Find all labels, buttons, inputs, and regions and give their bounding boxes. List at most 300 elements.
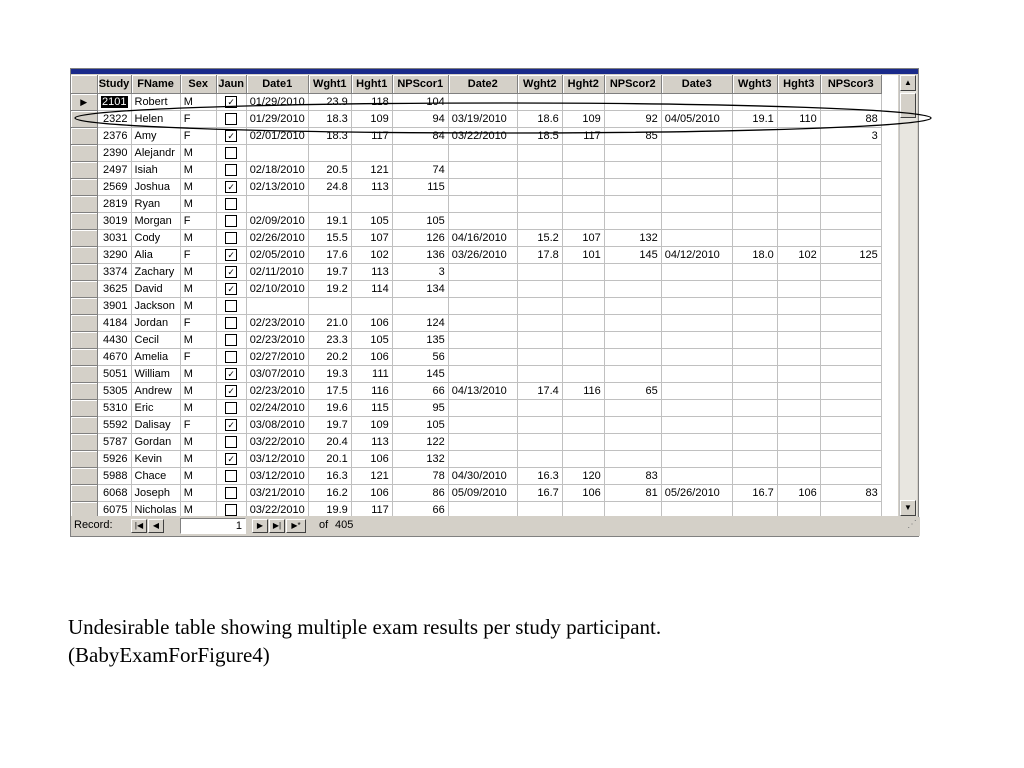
cell-hght3[interactable]: 102 xyxy=(777,247,820,264)
cell-hght1[interactable]: 113 xyxy=(351,179,392,196)
column-header-sex[interactable]: Sex xyxy=(180,75,216,94)
cell-date2[interactable]: 04/13/2010 xyxy=(448,383,517,400)
cell-hght1[interactable]: 102 xyxy=(351,247,392,264)
cell-npscor2[interactable]: 83 xyxy=(604,468,661,485)
cell-wght2[interactable] xyxy=(517,281,562,298)
cell-hght1[interactable]: 113 xyxy=(351,434,392,451)
cell-date1[interactable]: 03/22/2010 xyxy=(246,502,308,517)
cell-hght2[interactable] xyxy=(562,332,604,349)
unchecked-checkbox[interactable] xyxy=(225,215,237,227)
cell-npscor2[interactable]: 85 xyxy=(604,128,661,145)
cell-npscor2[interactable] xyxy=(604,196,661,213)
cell-wght3[interactable] xyxy=(732,230,777,247)
cell-date3[interactable] xyxy=(661,451,732,468)
cell-wght3[interactable]: 19.1 xyxy=(732,111,777,128)
cell-wght3[interactable] xyxy=(732,213,777,230)
cell-hght1[interactable] xyxy=(351,298,392,315)
cell-hght1[interactable]: 106 xyxy=(351,451,392,468)
cell-npscor2[interactable]: 92 xyxy=(604,111,661,128)
cell-hght3[interactable] xyxy=(777,400,820,417)
unchecked-checkbox[interactable] xyxy=(225,351,237,363)
cell-date1[interactable]: 02/05/2010 xyxy=(246,247,308,264)
cell-npscor3[interactable] xyxy=(820,502,881,517)
row-selector[interactable] xyxy=(71,349,97,366)
table-row[interactable] xyxy=(71,349,881,366)
cell-date2[interactable] xyxy=(448,417,517,434)
cell-study[interactable]: 2376 xyxy=(97,128,131,145)
cell-npscor1[interactable]: 105 xyxy=(392,213,448,230)
cell-date1[interactable]: 02/09/2010 xyxy=(246,213,308,230)
cell-date3[interactable] xyxy=(661,417,732,434)
table-row[interactable] xyxy=(71,162,881,179)
cell-npscor2[interactable] xyxy=(604,400,661,417)
table-row[interactable] xyxy=(71,145,881,162)
cell-npscor2[interactable] xyxy=(604,349,661,366)
cell-hght1[interactable]: 121 xyxy=(351,468,392,485)
checked-checkbox[interactable]: ✓ xyxy=(225,181,237,193)
checked-checkbox[interactable]: ✓ xyxy=(225,453,237,465)
cell-npscor2[interactable] xyxy=(604,179,661,196)
cell-wght1[interactable]: 18.3 xyxy=(308,128,351,145)
cell-hght2[interactable] xyxy=(562,145,604,162)
cell-hght3[interactable] xyxy=(777,468,820,485)
checked-checkbox[interactable]: ✓ xyxy=(225,283,237,295)
cell-npscor2[interactable] xyxy=(604,366,661,383)
cell-date2[interactable] xyxy=(448,434,517,451)
cell-wght2[interactable] xyxy=(517,434,562,451)
cell-study[interactable]: 3374 xyxy=(97,264,131,281)
cell-sex[interactable]: M xyxy=(180,383,216,400)
vertical-scrollbar[interactable] xyxy=(899,75,917,516)
cell-wght2[interactable] xyxy=(517,417,562,434)
corner-header[interactable] xyxy=(71,75,97,94)
cell-hght3[interactable] xyxy=(777,264,820,281)
cell-jaun[interactable] xyxy=(216,349,246,366)
cell-npscor1[interactable]: 134 xyxy=(392,281,448,298)
cell-wght3[interactable]: 16.7 xyxy=(732,485,777,502)
unchecked-checkbox[interactable] xyxy=(225,402,237,414)
cell-npscor2[interactable] xyxy=(604,281,661,298)
cell-fname[interactable]: Gordan xyxy=(131,434,180,451)
cell-date1[interactable]: 03/12/2010 xyxy=(246,451,308,468)
cell-npscor1[interactable]: 122 xyxy=(392,434,448,451)
cell-wght1[interactable]: 24.8 xyxy=(308,179,351,196)
cell-npscor3[interactable]: 3 xyxy=(820,128,881,145)
cell-wght1[interactable]: 20.4 xyxy=(308,434,351,451)
cell-study[interactable]: 5051 xyxy=(97,366,131,383)
cell-jaun[interactable] xyxy=(216,332,246,349)
cell-wght2[interactable]: 17.4 xyxy=(517,383,562,400)
cell-hght3[interactable] xyxy=(777,145,820,162)
cell-wght2[interactable]: 18.6 xyxy=(517,111,562,128)
table-row[interactable] xyxy=(71,213,881,230)
cell-npscor1[interactable]: 3 xyxy=(392,264,448,281)
cell-npscor3[interactable] xyxy=(820,400,881,417)
row-selector[interactable] xyxy=(71,230,97,247)
column-header-date2[interactable]: Date2 xyxy=(448,75,517,94)
cell-npscor3[interactable] xyxy=(820,281,881,298)
table-row[interactable] xyxy=(71,315,881,332)
cell-jaun[interactable] xyxy=(216,485,246,502)
cell-hght2[interactable] xyxy=(562,502,604,517)
cell-jaun[interactable] xyxy=(216,264,246,281)
cell-date2[interactable] xyxy=(448,332,517,349)
row-selector[interactable] xyxy=(71,417,97,434)
cell-sex[interactable]: F xyxy=(180,128,216,145)
cell-fname[interactable]: Jordan xyxy=(131,315,180,332)
cell-date2[interactable] xyxy=(448,502,517,517)
cell-sex[interactable]: M xyxy=(180,366,216,383)
row-selector[interactable] xyxy=(71,332,97,349)
cell-npscor1[interactable]: 105 xyxy=(392,417,448,434)
cell-date1[interactable]: 02/13/2010 xyxy=(246,179,308,196)
cell-wght2[interactable] xyxy=(517,94,562,111)
cell-fname[interactable]: Chace xyxy=(131,468,180,485)
cell-wght1[interactable]: 19.9 xyxy=(308,502,351,517)
cell-npscor1[interactable]: 95 xyxy=(392,400,448,417)
cell-wght2[interactable] xyxy=(517,332,562,349)
previous-record-button[interactable]: ◀ xyxy=(148,519,164,533)
cell-hght1[interactable]: 118 xyxy=(351,94,392,111)
cell-date3[interactable] xyxy=(661,94,732,111)
cell-wght2[interactable] xyxy=(517,179,562,196)
checked-checkbox[interactable]: ✓ xyxy=(225,419,237,431)
cell-npscor1[interactable]: 126 xyxy=(392,230,448,247)
unchecked-checkbox[interactable] xyxy=(225,232,237,244)
cell-study[interactable]: 6068 xyxy=(97,485,131,502)
cell-hght3[interactable] xyxy=(777,162,820,179)
checked-checkbox[interactable]: ✓ xyxy=(225,96,237,108)
cell-hght1[interactable]: 116 xyxy=(351,383,392,400)
cell-hght3[interactable] xyxy=(777,196,820,213)
row-selector[interactable] xyxy=(71,400,97,417)
cell-sex[interactable]: F xyxy=(180,315,216,332)
cell-date2[interactable] xyxy=(448,264,517,281)
scroll-thumb[interactable] xyxy=(900,93,916,118)
cell-study[interactable]: 5926 xyxy=(97,451,131,468)
cell-wght3[interactable] xyxy=(732,281,777,298)
cell-hght2[interactable] xyxy=(562,298,604,315)
cell-fname[interactable]: Cecil xyxy=(131,332,180,349)
row-selector[interactable] xyxy=(71,366,97,383)
cell-hght2[interactable]: 109 xyxy=(562,111,604,128)
cell-npscor3[interactable]: 83 xyxy=(820,485,881,502)
cell-hght2[interactable] xyxy=(562,213,604,230)
cell-date2[interactable]: 03/22/2010 xyxy=(448,128,517,145)
cell-sex[interactable]: F xyxy=(180,213,216,230)
cell-date3[interactable] xyxy=(661,468,732,485)
next-record-button[interactable]: ▶ xyxy=(252,519,268,533)
cell-date3[interactable] xyxy=(661,162,732,179)
table-row[interactable] xyxy=(71,502,881,517)
row-selector[interactable] xyxy=(71,247,97,264)
unchecked-checkbox[interactable] xyxy=(225,164,237,176)
cell-date2[interactable]: 03/26/2010 xyxy=(448,247,517,264)
row-selector[interactable] xyxy=(71,502,97,517)
cell-npscor2[interactable] xyxy=(604,264,661,281)
row-selector[interactable] xyxy=(71,434,97,451)
cell-study[interactable]: 4184 xyxy=(97,315,131,332)
cell-wght1[interactable]: 16.3 xyxy=(308,468,351,485)
cell-hght2[interactable]: 107 xyxy=(562,230,604,247)
cell-hght3[interactable] xyxy=(777,349,820,366)
cell-jaun[interactable] xyxy=(216,281,246,298)
table-row[interactable] xyxy=(71,111,881,128)
cell-wght3[interactable] xyxy=(732,468,777,485)
cell-wght3[interactable] xyxy=(732,434,777,451)
cell-date3[interactable] xyxy=(661,145,732,162)
cell-date2[interactable] xyxy=(448,451,517,468)
cell-date2[interactable] xyxy=(448,400,517,417)
cell-study[interactable]: 3019 xyxy=(97,213,131,230)
cell-npscor3[interactable]: 88 xyxy=(820,111,881,128)
cell-hght1[interactable]: 106 xyxy=(351,315,392,332)
cell-npscor1[interactable]: 66 xyxy=(392,502,448,517)
row-selector[interactable] xyxy=(71,298,97,315)
cell-npscor3[interactable] xyxy=(820,366,881,383)
cell-hght2[interactable]: 120 xyxy=(562,468,604,485)
cell-hght1[interactable]: 106 xyxy=(351,485,392,502)
cell-jaun[interactable] xyxy=(216,502,246,517)
cell-sex[interactable]: M xyxy=(180,434,216,451)
cell-hght2[interactable]: 106 xyxy=(562,485,604,502)
row-selector[interactable] xyxy=(71,213,97,230)
cell-study[interactable]: 5787 xyxy=(97,434,131,451)
cell-npscor3[interactable] xyxy=(820,179,881,196)
cell-wght1[interactable]: 17.6 xyxy=(308,247,351,264)
cell-npscor2[interactable] xyxy=(604,213,661,230)
cell-hght3[interactable] xyxy=(777,366,820,383)
cell-fname[interactable]: Cody xyxy=(131,230,180,247)
cell-wght1[interactable]: 19.2 xyxy=(308,281,351,298)
table-row[interactable] xyxy=(71,400,881,417)
cell-sex[interactable]: M xyxy=(180,196,216,213)
unchecked-checkbox[interactable] xyxy=(225,487,237,499)
cell-wght3[interactable] xyxy=(732,179,777,196)
cell-hght1[interactable] xyxy=(351,196,392,213)
checked-checkbox[interactable]: ✓ xyxy=(225,385,237,397)
table-row[interactable] xyxy=(71,230,881,247)
cell-npscor1[interactable]: 104 xyxy=(392,94,448,111)
table-row[interactable] xyxy=(71,281,881,298)
cell-wght1[interactable]: 19.6 xyxy=(308,400,351,417)
cell-hght2[interactable] xyxy=(562,94,604,111)
cell-date2[interactable] xyxy=(448,162,517,179)
cell-date3[interactable] xyxy=(661,298,732,315)
cell-wght3[interactable] xyxy=(732,502,777,517)
table-row[interactable] xyxy=(71,485,881,502)
cell-hght3[interactable] xyxy=(777,332,820,349)
cell-wght1[interactable] xyxy=(308,298,351,315)
cell-study[interactable]: 2390 xyxy=(97,145,131,162)
cell-study[interactable]: 2569 xyxy=(97,179,131,196)
cell-fname[interactable]: Andrew xyxy=(131,383,180,400)
cell-hght3[interactable] xyxy=(777,128,820,145)
cell-wght2[interactable] xyxy=(517,366,562,383)
cell-hght3[interactable] xyxy=(777,179,820,196)
cell-wght2[interactable] xyxy=(517,349,562,366)
cell-wght3[interactable] xyxy=(732,366,777,383)
cell-fname[interactable]: Kevin xyxy=(131,451,180,468)
cell-date3[interactable] xyxy=(661,349,732,366)
current-record-indicator-icon[interactable]: ▶ xyxy=(71,94,97,111)
cell-wght2[interactable] xyxy=(517,502,562,517)
cell-wght1[interactable]: 20.5 xyxy=(308,162,351,179)
cell-date3[interactable] xyxy=(661,128,732,145)
row-selector[interactable] xyxy=(71,145,97,162)
unchecked-checkbox[interactable] xyxy=(225,470,237,482)
row-selector[interactable] xyxy=(71,315,97,332)
cell-npscor2[interactable] xyxy=(604,162,661,179)
cell-date2[interactable] xyxy=(448,213,517,230)
cell-date1[interactable] xyxy=(246,298,308,315)
cell-fname[interactable]: Nicholas xyxy=(131,502,180,517)
unchecked-checkbox[interactable] xyxy=(225,113,237,125)
cell-wght2[interactable]: 16.3 xyxy=(517,468,562,485)
cell-sex[interactable]: M xyxy=(180,400,216,417)
cell-hght3[interactable]: 106 xyxy=(777,485,820,502)
cell-jaun[interactable] xyxy=(216,196,246,213)
cell-study[interactable]: 3031 xyxy=(97,230,131,247)
cell-wght2[interactable] xyxy=(517,196,562,213)
cell-date3[interactable]: 04/12/2010 xyxy=(661,247,732,264)
table-row[interactable] xyxy=(71,434,881,451)
cell-study[interactable]: 2497 xyxy=(97,162,131,179)
row-selector[interactable] xyxy=(71,111,97,128)
cell-hght2[interactable]: 116 xyxy=(562,383,604,400)
table-row[interactable] xyxy=(71,94,881,111)
cell-wght1[interactable]: 20.2 xyxy=(308,349,351,366)
cell-date1[interactable]: 02/23/2010 xyxy=(246,332,308,349)
cell-date3[interactable] xyxy=(661,383,732,400)
unchecked-checkbox[interactable] xyxy=(225,198,237,210)
checked-checkbox[interactable]: ✓ xyxy=(225,266,237,278)
cell-hght2[interactable] xyxy=(562,264,604,281)
cell-date2[interactable] xyxy=(448,196,517,213)
cell-date2[interactable] xyxy=(448,281,517,298)
cell-npscor1[interactable] xyxy=(392,298,448,315)
cell-npscor3[interactable] xyxy=(820,383,881,400)
cell-npscor2[interactable] xyxy=(604,145,661,162)
table-row[interactable] xyxy=(71,383,881,400)
cell-fname[interactable]: Jackson xyxy=(131,298,180,315)
cell-study[interactable]: 2819 xyxy=(97,196,131,213)
cell-wght2[interactable]: 18.5 xyxy=(517,128,562,145)
cell-hght3[interactable] xyxy=(777,213,820,230)
cell-date3[interactable]: 04/05/2010 xyxy=(661,111,732,128)
column-header-wght1[interactable]: Wght1 xyxy=(308,75,351,94)
cell-hght1[interactable]: 117 xyxy=(351,502,392,517)
table-row[interactable] xyxy=(71,128,881,145)
cell-jaun[interactable] xyxy=(216,315,246,332)
cell-date3[interactable]: 05/26/2010 xyxy=(661,485,732,502)
cell-wght2[interactable] xyxy=(517,162,562,179)
column-header-fname[interactable]: FName xyxy=(131,75,180,94)
cell-hght1[interactable]: 109 xyxy=(351,111,392,128)
cell-date3[interactable] xyxy=(661,366,732,383)
cell-hght3[interactable] xyxy=(777,94,820,111)
cell-wght2[interactable] xyxy=(517,400,562,417)
cell-study[interactable]: 3625 xyxy=(97,281,131,298)
cell-npscor3[interactable] xyxy=(820,196,881,213)
cell-hght2[interactable] xyxy=(562,315,604,332)
cell-npscor3[interactable] xyxy=(820,298,881,315)
cell-npscor1[interactable]: 94 xyxy=(392,111,448,128)
cell-hght1[interactable]: 105 xyxy=(351,332,392,349)
cell-fname[interactable]: Robert xyxy=(131,94,180,111)
cell-date3[interactable] xyxy=(661,213,732,230)
cell-date1[interactable]: 03/22/2010 xyxy=(246,434,308,451)
cell-npscor1[interactable]: 124 xyxy=(392,315,448,332)
checked-checkbox[interactable]: ✓ xyxy=(225,130,237,142)
cell-wght2[interactable] xyxy=(517,451,562,468)
last-record-button[interactable]: ▶| xyxy=(269,519,285,533)
cell-npscor1[interactable]: 145 xyxy=(392,366,448,383)
column-header-study[interactable]: Study xyxy=(97,75,131,94)
cell-date1[interactable]: 02/18/2010 xyxy=(246,162,308,179)
cell-study[interactable] xyxy=(97,94,131,111)
cell-date3[interactable] xyxy=(661,332,732,349)
table-row[interactable] xyxy=(71,366,881,383)
cell-sex[interactable]: M xyxy=(180,332,216,349)
cell-jaun[interactable] xyxy=(216,434,246,451)
cell-date1[interactable]: 03/12/2010 xyxy=(246,468,308,485)
cell-npscor1[interactable]: 136 xyxy=(392,247,448,264)
cell-hght3[interactable] xyxy=(777,298,820,315)
cell-date1[interactable]: 03/08/2010 xyxy=(246,417,308,434)
cell-hght1[interactable]: 105 xyxy=(351,213,392,230)
cell-hght3[interactable] xyxy=(777,417,820,434)
resize-grip[interactable]: ⋰ xyxy=(907,519,917,530)
cell-hght2[interactable]: 117 xyxy=(562,128,604,145)
cell-npscor1[interactable]: 115 xyxy=(392,179,448,196)
cell-date3[interactable] xyxy=(661,196,732,213)
cell-fname[interactable]: Ryan xyxy=(131,196,180,213)
cell-date3[interactable] xyxy=(661,264,732,281)
cell-date2[interactable]: 04/16/2010 xyxy=(448,230,517,247)
cell-date2[interactable] xyxy=(448,349,517,366)
unchecked-checkbox[interactable] xyxy=(225,436,237,448)
cell-date2[interactable] xyxy=(448,315,517,332)
cell-wght3[interactable] xyxy=(732,349,777,366)
cell-hght3[interactable] xyxy=(777,434,820,451)
cell-wght1[interactable]: 19.7 xyxy=(308,264,351,281)
cell-study[interactable]: 3901 xyxy=(97,298,131,315)
cell-date2[interactable]: 03/19/2010 xyxy=(448,111,517,128)
cell-hght1[interactable]: 117 xyxy=(351,128,392,145)
cell-hght3[interactable] xyxy=(777,230,820,247)
cell-date3[interactable] xyxy=(661,230,732,247)
cell-sex[interactable]: M xyxy=(180,468,216,485)
cell-date2[interactable] xyxy=(448,94,517,111)
cell-hght1[interactable]: 107 xyxy=(351,230,392,247)
cell-hght1[interactable]: 106 xyxy=(351,349,392,366)
row-selector[interactable] xyxy=(71,468,97,485)
record-number-input[interactable]: 1 xyxy=(180,518,246,534)
cell-sex[interactable]: M xyxy=(180,162,216,179)
cell-fname[interactable]: Alejandr xyxy=(131,145,180,162)
cell-sex[interactable]: M xyxy=(180,179,216,196)
cell-study[interactable]: 5310 xyxy=(97,400,131,417)
cell-npscor3[interactable] xyxy=(820,332,881,349)
cell-wght3[interactable] xyxy=(732,128,777,145)
scroll-up-button[interactable]: ▲ xyxy=(900,75,916,91)
cell-sex[interactable]: M xyxy=(180,502,216,517)
cell-jaun[interactable] xyxy=(216,451,246,468)
cell-date1[interactable]: 02/27/2010 xyxy=(246,349,308,366)
cell-hght3[interactable] xyxy=(777,315,820,332)
cell-hght1[interactable]: 113 xyxy=(351,264,392,281)
